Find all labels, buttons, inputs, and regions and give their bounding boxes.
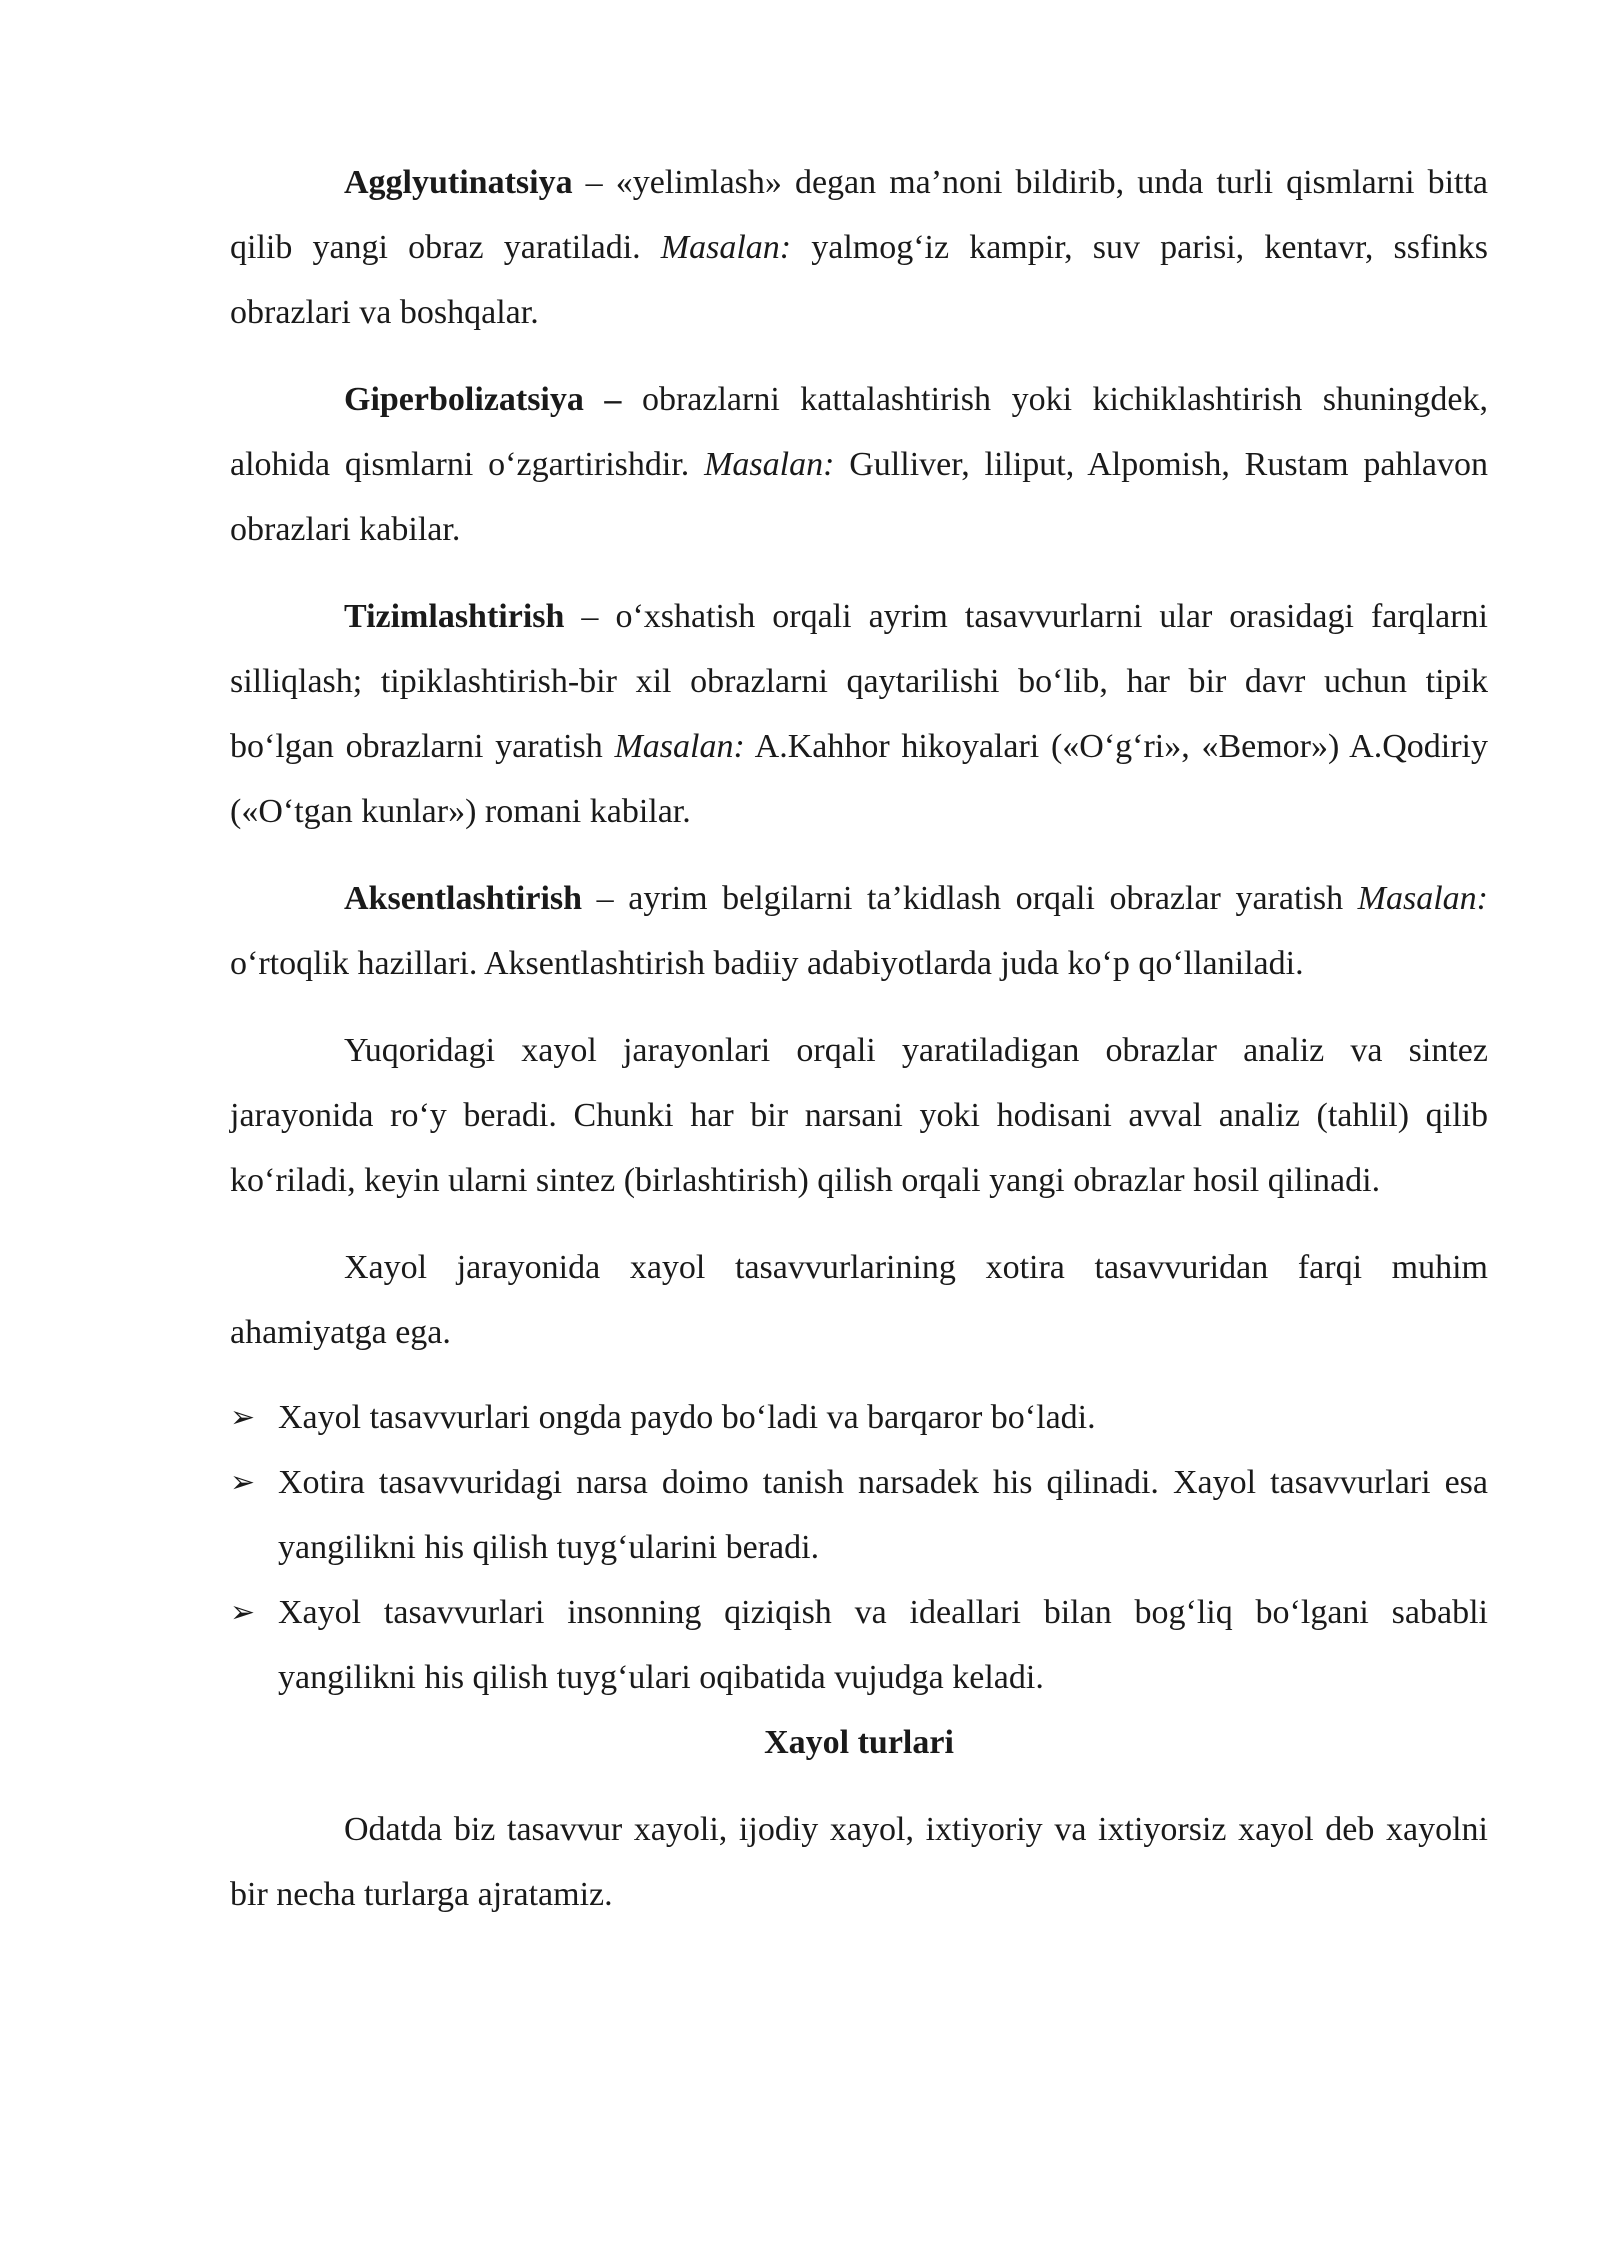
arrow-bullet-icon: ➢ bbox=[230, 1401, 256, 1434]
paragraph-text: o‘rtoqlik hazillari. Aksentlashtirish badiiy adabiyotlarda juda ko‘p qo‘llaniladi. bbox=[230, 945, 1304, 982]
term-agglyutinatsiya: Agglyutinatsiya bbox=[344, 164, 573, 201]
arrow-bullet-icon: ➢ bbox=[230, 1466, 256, 1499]
paragraph-text: – ayrim belgilarni ta’kidlash orqali obrazlar yaratish bbox=[582, 880, 1358, 917]
paragraph-text: – o‘xshatish orqali ayrim tasavvurlarni ular orasidagi farqlarni silliqlash; tipiklashtirish-bir xil obrazlarni qaytarilishi bo‘lib, har bir davr uchun tipik bo‘lgan obrazlarni yaratish bbox=[230, 598, 1488, 765]
example-label: Masalan: bbox=[704, 446, 835, 483]
paragraph-text: A.Kahhor hikoyalari («O‘g‘ri», «Bemor») A.Qodiriy («O‘tgan kunlar») romani kabilar. bbox=[230, 728, 1488, 830]
term-tizimlashtirish: Tizimlashtirish bbox=[344, 598, 565, 635]
paragraph-text: Gulliver, liliput, Alpomish, Rustam pahlavon obrazlari kabilar. bbox=[230, 446, 1488, 548]
paragraph-giperbolizatsiya bbox=[230, 367, 1488, 562]
list-item bbox=[230, 1385, 1488, 1450]
bullet-list bbox=[230, 1385, 1488, 1710]
list-item-text: Xayol tasavvurlari insonning qiziqish va ideallari bilan bog‘liq bo‘lgani sababli yangilikni his qilish tuyg‘ulari oqibatida vujudga keladi. bbox=[278, 1594, 1488, 1696]
paragraph-xayol-turlari: Odatda biz tasavvur xayoli, ijodiy xayol, ixtiyoriy va ixtiyorsiz xayol deb xayolni bir necha turlarga ajratamiz. bbox=[230, 1811, 1488, 1913]
paragraph-tizimlashtirish bbox=[230, 584, 1488, 844]
paragraph-aksentlashtirish bbox=[230, 866, 1488, 996]
paragraph-text: obrazlarni kattalashtirish yoki kichiklashtirish shuningdek, alohida qismlarni o‘zgartirishdir. bbox=[230, 381, 1488, 483]
term-giperbolizatsiya: Giperbolizatsiya – bbox=[344, 381, 622, 418]
list-item-text: Xayol tasavvurlari ongda paydo bo‘ladi va barqaror bo‘ladi. bbox=[278, 1399, 1096, 1436]
paragraph-agglyutinatsiya bbox=[230, 150, 1488, 345]
list-item-text: Xotira tasavvuridagi narsa doimo tanish narsadek his qilinadi. Xayol tasavvurlari esa yangilikni his qilish tuyg‘ularini beradi. bbox=[278, 1464, 1488, 1566]
example-label: Masalan: bbox=[1357, 880, 1488, 917]
paragraph-xayol-jarayoni: Xayol jarayonida xayol tasavvurlarining xotira tasavvuridan farqi muhim ahamiyatga ega. bbox=[230, 1249, 1488, 1351]
list-item bbox=[230, 1450, 1488, 1580]
example-label: Masalan: bbox=[614, 728, 745, 765]
section-heading: Xayol turlari bbox=[764, 1724, 954, 1761]
arrow-bullet-icon: ➢ bbox=[230, 1596, 256, 1629]
list-item bbox=[230, 1580, 1488, 1710]
term-aksentlashtirish: Aksentlashtirish bbox=[344, 880, 583, 917]
paragraph-analiz-sintez: Yuqoridagi xayol jarayonlari orqali yaratiladigan obrazlar analiz va sintez jarayonida ro‘y beradi. Chunki har bir narsani yoki hodisani avval analiz (tahlil) qilib ko‘riladi, keyin ularni sintez (birlashtirish) qilish orqali yangi obrazlar hosil qilinadi. bbox=[230, 1032, 1488, 1199]
example-label: Masalan: bbox=[660, 229, 792, 266]
paragraph-text: yalmog‘iz kampir, suv parisi, kentavr, ssfinks obrazlari va boshqalar. bbox=[230, 229, 1488, 331]
document-page bbox=[230, 150, 1488, 1927]
paragraph-text: – «yelimlash» degan ma’noni bildirib, unda turli qismlarni bitta qilib yangi obraz yaratiladi. bbox=[230, 164, 1488, 266]
